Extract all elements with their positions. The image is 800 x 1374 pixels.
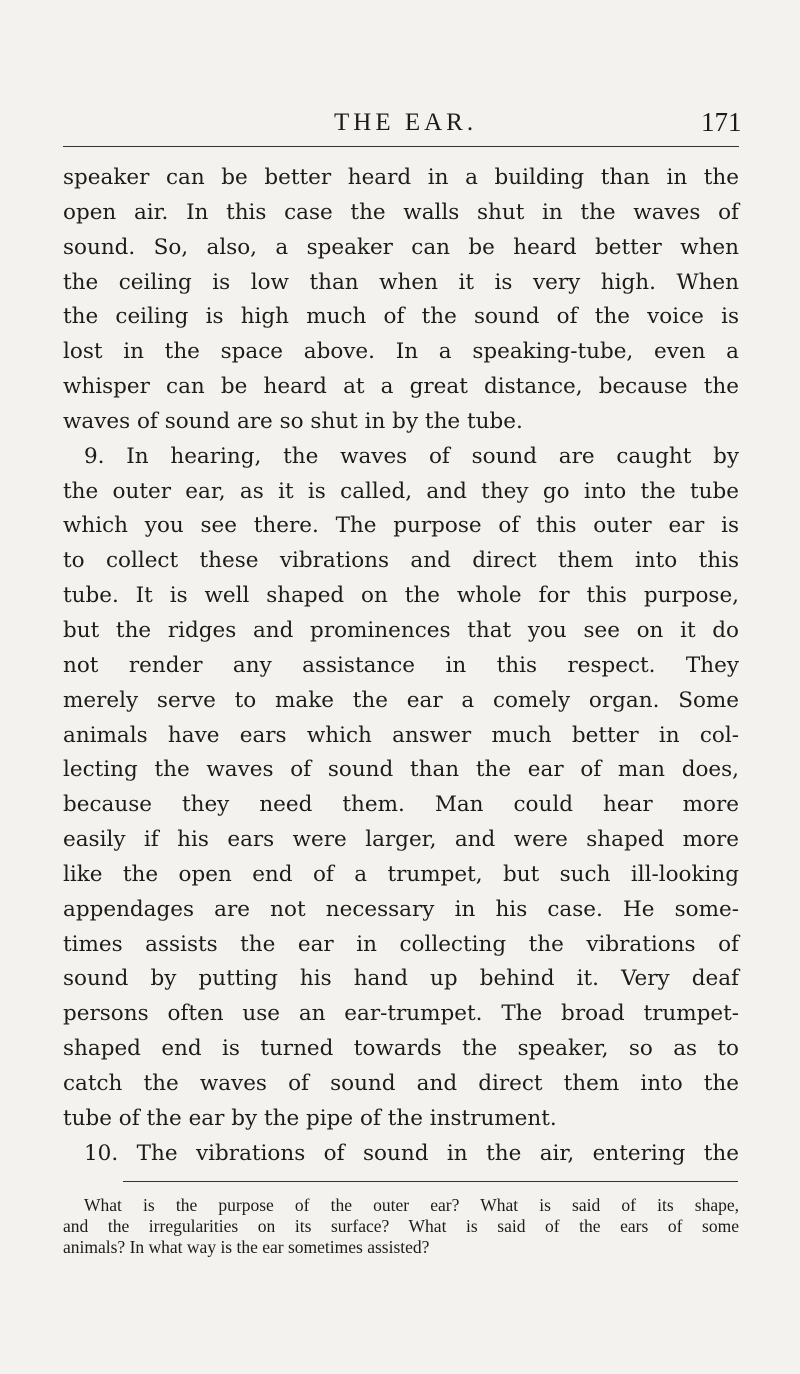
text-line: to collect these vibrations and direct them into this <box>63 548 739 574</box>
text-line: sound by putting his hand up behind it. Very deaf <box>63 966 739 992</box>
page-number: 171 <box>701 107 742 137</box>
text-line: lecting the waves of sound than the ear of man does, <box>63 757 739 783</box>
text-line: the outer ear, as it is called, and they go into the tube <box>63 478 739 504</box>
text-line: speaker can be better heard in a building than in the <box>63 165 739 190</box>
text-line: the ceiling is high much of the sound of the voice is <box>63 304 739 330</box>
text-line: which you see there. The purpose of this outer ear is <box>63 513 739 539</box>
header-rule <box>63 146 739 147</box>
text-line: sound. So, also, a speaker can be heard better when <box>63 234 739 260</box>
text-line: shaped end is turned towards the speaker, so as to <box>63 1036 739 1062</box>
paragraph-9-start: 9. In hearing, the waves of sound are caught by <box>84 443 739 469</box>
running-head <box>0 108 800 138</box>
text-line: but the ridges and prominences that you see on it do <box>63 617 739 643</box>
paragraph-10-start: 10. The vibrations of sound in the air, entering the <box>84 1140 739 1166</box>
text-line: like the open end of a trumpet, but such ill-looking <box>63 861 739 887</box>
text-line: tube. It is well shaped on the whole for this purpose, <box>63 583 739 609</box>
footnote-line: What is the purpose of the outer ear? What is said of its shape, <box>84 1195 739 1215</box>
text-line: appendages are not necessary in his case. He some- <box>63 896 739 922</box>
text-line: catch the waves of sound and direct them into the <box>63 1070 739 1096</box>
running-title: THE EAR. <box>334 109 478 136</box>
text-line: open air. In this case the walls shut in the waves of <box>63 199 739 225</box>
text-line: lost in the space above. In a speaking-tube, even a <box>63 339 739 365</box>
footnote-rule <box>123 1181 738 1182</box>
text-line: merely serve to make the ear a comely organ. Some <box>63 687 739 713</box>
text-line: tube of the ear by the pipe of the instrument. <box>63 1105 557 1131</box>
text-line: the ceiling is low than when it is very high. When <box>63 269 739 295</box>
text-line: whisper can be heard at a great distance, because the <box>63 374 739 400</box>
text-line: easily if his ears were larger, and were shaped more <box>63 827 739 853</box>
footnote-line: and the irregularities on its surface? What is said of the ears of some <box>63 1216 739 1236</box>
text-line: because they need them. Man could hear more <box>63 792 739 818</box>
text-line: not render any assistance in this respect. They <box>63 652 739 678</box>
text-line: waves of sound are so shut in by the tube. <box>63 408 523 434</box>
text-line: animals have ears which answer much better in col- <box>63 722 739 748</box>
text-line: times assists the ear in collecting the vibrations of <box>63 931 739 957</box>
footnote-line: animals? In what way is the ear sometimes assisted? <box>63 1237 430 1257</box>
text-line: persons often use an ear-trumpet. The broad trumpet- <box>63 1001 739 1027</box>
study-questions <box>63 1195 739 1258</box>
body-text <box>63 161 739 1171</box>
